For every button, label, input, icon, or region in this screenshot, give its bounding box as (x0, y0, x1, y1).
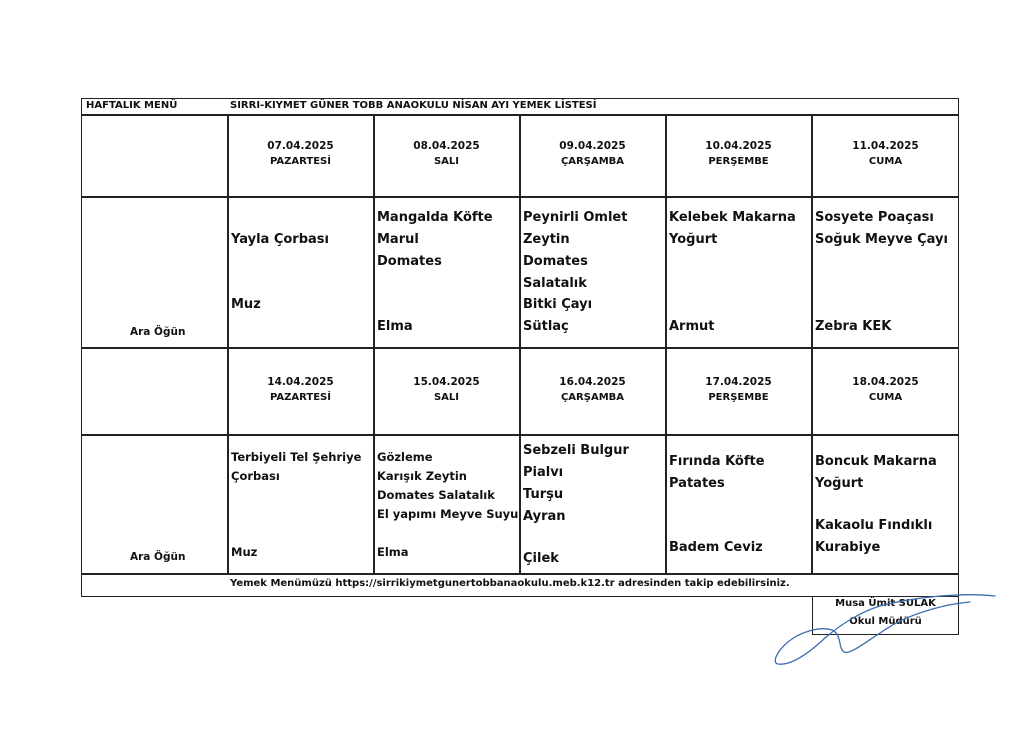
snack-item: Elma (377, 545, 409, 559)
meal-item: Zeytin (523, 232, 570, 247)
meal-item: Domates (523, 254, 588, 269)
snack-item: Muz (231, 297, 261, 312)
meal-item: Mangalda Köfte (377, 210, 493, 225)
snack-item: Elma (377, 319, 413, 334)
date: 17.04.2025 (705, 376, 772, 388)
weekday: PERŞEMBE (708, 156, 769, 167)
meal-item: Yoğurt (815, 476, 864, 491)
weekday: SALI (433, 156, 460, 167)
snack-item: Kakaolu Fındıklı Kurabiye (815, 518, 933, 555)
meal-item: Gözleme (377, 450, 433, 464)
date-cell (812, 376, 959, 403)
date: 08.04.2025 (413, 140, 480, 152)
meal-item: Sebzeli Bulgur (523, 443, 629, 458)
meal-item: Patates (669, 476, 725, 491)
footer-note: Yemek Menümüzü https://sirrikiymetgunertobbanaokulu.meb.k12.tr adresinden takip edebilirsiniz. (230, 578, 790, 589)
date: 14.04.2025 (267, 376, 334, 388)
meal-item: Marul (377, 232, 419, 247)
date-cell (374, 140, 519, 167)
meal-item: Terbiyeli Tel Şehriye (231, 450, 362, 464)
meal-item: Çorbası (231, 469, 280, 483)
meal-item: Peynirli Omlet (523, 210, 628, 225)
ara-ogun-label: Ara Öğün (130, 551, 186, 563)
meal-item: Salatalık (523, 276, 587, 291)
date-cell (374, 376, 519, 403)
date: 18.04.2025 (852, 376, 919, 388)
date-cell (812, 140, 959, 167)
page-title: SIRRI-KIYMET GÜNER TOBB ANAOKULU NİSAN AYI YEMEK LİSTESİ (230, 100, 597, 111)
date: 07.04.2025 (267, 140, 334, 152)
snack-item: Armut (669, 319, 715, 334)
snack-item: Badem Ceviz (669, 540, 763, 555)
principal-name: Musa Ümit SULAK (835, 598, 936, 609)
date: 10.04.2025 (705, 140, 772, 152)
meal-item: Domates (377, 254, 442, 269)
meal-item: Ayran (523, 509, 566, 524)
date: 16.04.2025 (559, 376, 626, 388)
meal-item: Yoğurt (669, 232, 718, 247)
date: 11.04.2025 (852, 140, 919, 152)
divider (81, 573, 959, 575)
meal-item: Pialvı (523, 465, 564, 480)
divider (227, 114, 229, 573)
weekday: CUMA (868, 156, 903, 167)
snack-item: Muz (231, 545, 258, 559)
weekday: PERŞEMBE (708, 392, 769, 403)
meal-item: Sosyete Poaçası (815, 210, 934, 225)
date-cell (228, 140, 373, 167)
meal-item: Soğuk Meyve Çayı (815, 232, 948, 247)
weekday: ÇARŞAMBA (560, 156, 625, 167)
date-cell (228, 376, 373, 403)
date-cell (666, 140, 811, 167)
meal-item: Boncuk Makarna (815, 454, 937, 469)
date-cell (520, 376, 665, 403)
date-cell (666, 376, 811, 403)
weekday: SALI (433, 392, 460, 403)
ara-ogun-label: Ara Öğün (130, 326, 186, 338)
date: 09.04.2025 (559, 140, 626, 152)
divider (373, 114, 375, 573)
principal-title: Okul Müdürü (849, 616, 922, 627)
divider (665, 114, 667, 573)
meal-item: Yayla Çorbası (231, 232, 329, 247)
weekday: PAZARTESİ (270, 392, 331, 403)
meal-item: Fırında Köfte (669, 454, 765, 469)
weekday: CUMA (868, 392, 903, 403)
meal-item: Domates Salatalık (377, 488, 495, 502)
meal-item: Karışık Zeytin (377, 469, 467, 483)
date-cell (520, 140, 665, 167)
header-label: HAFTALIK MENÜ (86, 100, 178, 111)
meal-item: Bitki Çayı (523, 297, 593, 312)
meal-item: El yapımı Meyve Suyu (377, 507, 519, 521)
snack-item: Çilek (523, 551, 559, 566)
handwritten-signature (770, 590, 1000, 670)
meal-item: Sütlaç (523, 319, 569, 334)
date: 15.04.2025 (413, 376, 480, 388)
weekday: PAZARTESİ (270, 156, 331, 167)
weekday: ÇARŞAMBA (560, 392, 625, 403)
divider (519, 114, 521, 573)
meal-item: Turşu (523, 487, 564, 502)
meal-item: Kelebek Makarna (669, 210, 796, 225)
divider (811, 114, 813, 573)
snack-item: Zebra KEK (815, 319, 892, 334)
